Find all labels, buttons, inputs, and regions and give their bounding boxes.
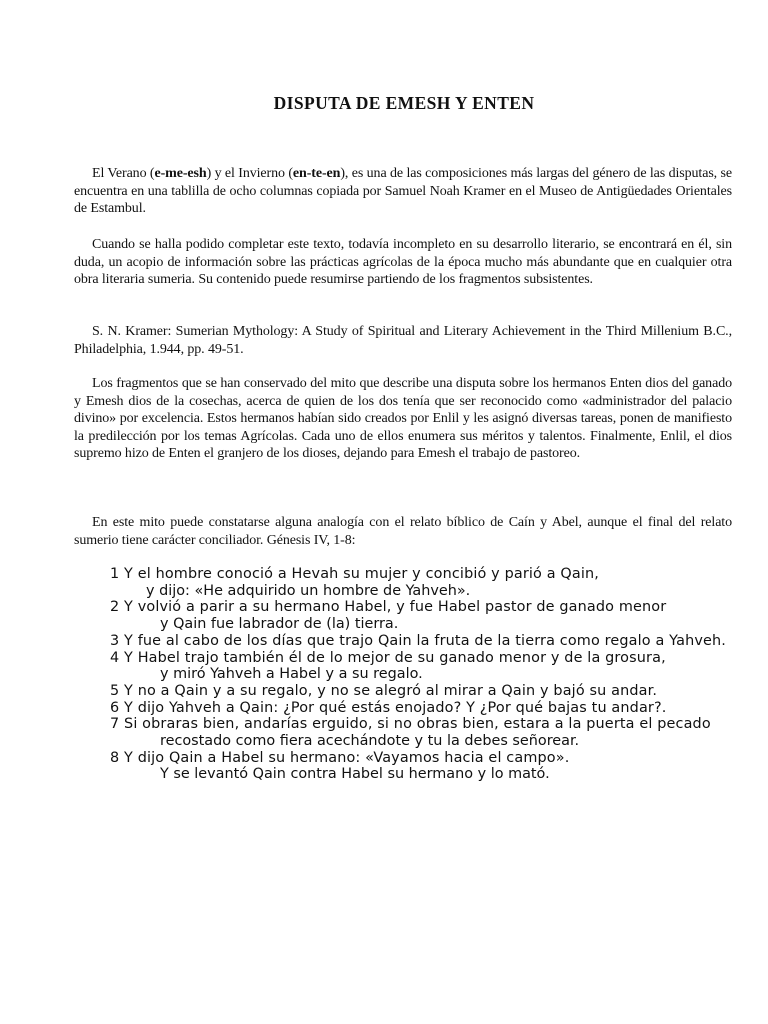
- verse-continuation: y Qain fue labrador de (la) tierra.: [160, 616, 399, 633]
- verse-continuation: Y se levantó Qain contra Habel su hermano y lo mató.: [160, 766, 550, 783]
- verse-3: [110, 633, 732, 650]
- analogy-paragraph: [74, 514, 732, 549]
- citation-paragraph: [74, 323, 732, 358]
- verse-line: 4 Y Habel trajo también él de lo mejor de su ganado menor y de la grosura,: [110, 649, 666, 666]
- verse-line: 6 Y dijo Yahveh a Qain: ¿Por qué estás enojado? Y ¿Por qué bajas tu andar?.: [110, 699, 667, 716]
- context-paragraph: [74, 236, 732, 289]
- paragraph-text: [74, 165, 732, 218]
- verse-1: [110, 566, 732, 599]
- paragraph-text: Los fragmentos que se han conservado del mito que describe una disputa sobre los hermanos Enten dios del ganado y Emesh dios de la cosechas, acerca de quien de los dos tenía que ser reconocido como «administrador del palacio divino» por excelencia. Estos hermanos habían sido creados por Enlil y les asignó diversas tareas, ponen de manifiesto la predilección por los temas Agrícolas. Cada uno de ellos enumera sus méritos y talentos. Finalmente, Enlil, el dios supremo hizo de Enten el granjero de los dioses, dejando para Emesh el trabajo de pastoreo.: [74, 376, 732, 461]
- document-title: DISPUTA DE EMESH Y ENTEN: [273, 93, 535, 113]
- genesis-verses: [110, 566, 732, 783]
- verse-line: 7 Si obraras bien, andarías erguido, si no obras bien, estara a la puerta el pecado: [110, 716, 711, 733]
- text-run: ), es una de las composiciones más largas del género de las disputas, se encuentra en una tablilla de ocho columnas copiada por Samuel Noah Kramer en el Museo de Antigüedades Orientales de Estambul.: [74, 166, 732, 216]
- verse-line: 2 Y volvió a parir a su hermano Habel, y fue Habel pastor de ganado menor: [110, 599, 667, 616]
- verse-line: 1 Y el hombre conoció a Hevah su mujer y concibió y parió a Qain,: [110, 566, 599, 582]
- text-run: ) y el Invierno (: [206, 166, 293, 181]
- verse-continuation: y dijo: «He adquirido un hombre de Yahveh».: [146, 582, 471, 599]
- verse-6: [110, 700, 732, 717]
- paragraph-text: S. N. Kramer: Sumerian Mythology: A Study of Spiritual and Literary Achievement in the Third Millenium B.C., Philadelphia, 1.944, pp. 49-51.: [74, 324, 732, 357]
- verse-line: 3 Y fue al cabo de los días que trajo Qain la fruta de la tierra como regalo a Yahveh.: [110, 632, 727, 649]
- verse-continuation: recostado como fiera acechándote y tu la debes señorear.: [160, 733, 580, 750]
- paragraph-text: Cuando se halla podido completar este texto, todavía incompleto en su desarrollo literario, se encontrará en él, sin duda, un acopio de información sobre las prácticas agrícolas de la época mucho más abundante que en cualquier otra obra literaria sumeria. Su contenido puede resumirse partiendo de los fragmentos subsistentes.: [74, 237, 732, 287]
- verse-4: [110, 650, 732, 683]
- verse-7: [110, 716, 732, 749]
- myth-summary-paragraph: [74, 375, 732, 463]
- verse-2: [110, 599, 732, 632]
- text-run: El Verano (: [92, 166, 155, 181]
- verse-5: [110, 683, 732, 700]
- paragraph-text: En este mito puede constatarse alguna analogía con el relato bíblico de Caín y Abel, aunque el final del relato sumerio tiene carácter conciliador. Génesis IV, 1-8:: [74, 515, 732, 548]
- verse-8: [110, 750, 732, 783]
- verse-line: 8 Y dijo Qain a Habel su hermano: «Vayamos hacia el campo».: [110, 749, 570, 766]
- intro-paragraph: [74, 165, 732, 218]
- verse-line: 5 Y no a Qain y a su regalo, y no se alegró al mirar a Qain y bajó su andar.: [110, 682, 658, 699]
- sumerian-term-emesh: e-me-esh: [154, 166, 207, 181]
- verse-continuation: y miró Yahveh a Habel y a su regalo.: [160, 666, 423, 683]
- sumerian-term-enten: en-te-en: [292, 166, 341, 181]
